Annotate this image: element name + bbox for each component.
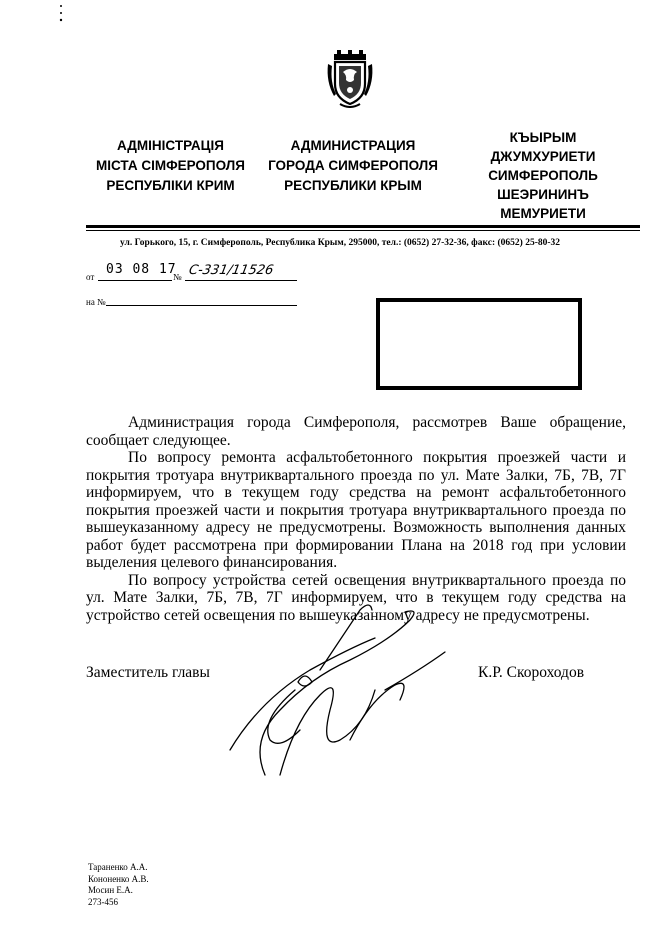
date-field (98, 262, 177, 281)
executor-phone: 273-456 (88, 896, 118, 907)
address-line: ул. Горького, 15, г. Симферополь, Республика Крым, 295000, тел.: (0652) 27-32-36, факс: (0652) 25-80-32 (120, 238, 561, 248)
date-label: от (86, 272, 95, 282)
scan-mark (58, 2, 64, 24)
header-ukrainian-line: АДМІНІСТРАЦІЯ (117, 138, 224, 153)
header-russian (253, 136, 453, 196)
handwritten-signature (200, 590, 460, 780)
number-label: № (173, 272, 182, 282)
number-field (185, 262, 297, 281)
executors-block (88, 862, 149, 908)
header-crimean-tatar-line: КЪЫРЫМ (509, 130, 577, 145)
executor-name: Мосин Е.А. (88, 885, 133, 895)
redacted-addressee-box (376, 298, 582, 390)
header-russian-line: РЕСПУБЛИКИ КРЫМ (284, 178, 422, 193)
coat-of-arms-emblem (326, 50, 374, 108)
header-ukrainian-line: МІСТА СІМФЕРОПОЛЯ (96, 158, 245, 173)
executor-name: Тараненко А.А. (88, 862, 148, 872)
header-crimean-tatar-line: ШЕЭРИНИНЪ (497, 187, 589, 202)
body-paragraph: По вопросу ремонта асфальтобетонного покрытия проезжей части и покрытия тротуара внутриквартального проезда по ул. Мате Залки, 7Б, 7В, 7Г информируем, что в текущем году средства на ремонт асфальтобетонного покрытия проезжей части и покрытия тротуара внутриквартального проезда по вышеуказанному адресу не предусмотрены. Возможность выполнения данных работ будет рассмотрена при формировании Плана на 2018 год при условии выделения целевого финансирования. (86, 449, 626, 571)
reply-field (106, 295, 297, 306)
outgoing-number: С-331/11526 (187, 263, 275, 278)
body-paragraph: Администрация города Симферополя, рассмотрев Ваше обращение, сообщает следующее. (86, 414, 626, 449)
header-crimean-tatar-line: СИМФЕРОПОЛЬ (488, 168, 598, 183)
header-crimean-tatar (468, 128, 618, 223)
reply-label: на № (86, 297, 106, 307)
header-ukrainian-line: РЕСПУБЛІКИ КРИМ (106, 178, 235, 193)
header-crimean-tatar-line: МЕМУРИЕТИ (500, 206, 586, 221)
signatory-name: К.Р. Скороходов (478, 664, 585, 681)
signatory-position: Заместитель главы (86, 664, 210, 681)
header-russian-line: ГОРОДА СИМФЕРОПОЛЯ (268, 158, 438, 173)
executor-name: Кононенко А.В. (88, 873, 149, 884)
header-ukrainian (78, 136, 263, 196)
header-crimean-tatar-line: ДЖУМХУРИЕТИ (490, 149, 596, 164)
header-divider-thick (86, 225, 640, 228)
header-russian-line: АДМИНИСТРАЦИЯ (290, 138, 416, 153)
outgoing-date: 03 08 17 (106, 262, 177, 277)
body-paragraph: По вопросу устройства сетей освещения внутриквартального проезда по ул. Мате Залки, 7Б, 7В, 7Г информируем, что в текущем году средства на устройство сетей освещения по вышеуказанному адресу не предусмотрены. (86, 571, 626, 624)
header-divider-thin (86, 230, 640, 231)
